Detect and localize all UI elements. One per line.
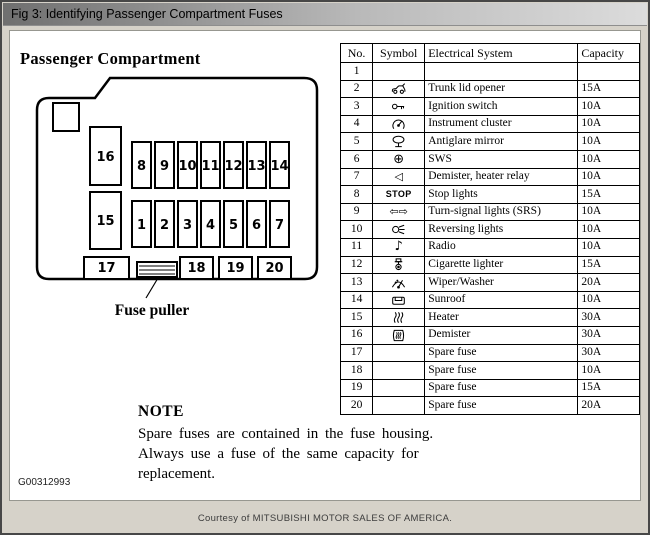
capacity: 15A (578, 256, 640, 274)
electrical-system: Sunroof (425, 291, 578, 309)
fuse-number: 10 (178, 159, 197, 174)
note-heading: NOTE (138, 403, 184, 420)
fuse-puller-label: Fuse puller (114, 302, 190, 319)
table-row (341, 309, 640, 327)
table-row (341, 168, 640, 186)
fuse-no: 1 (341, 63, 373, 81)
courtesy-line: Courtesy of MITSUBISHI MOTOR SALES OF AMERICA. (197, 513, 453, 524)
electrical-system: Stop lights (425, 186, 578, 204)
capacity: 15A (578, 80, 640, 98)
fuse-number: 14 (270, 159, 289, 174)
electrical-system: Radio (425, 238, 578, 256)
fuse-number: 20 (265, 261, 284, 276)
fuse-number: 5 (228, 218, 239, 233)
header-capacity: Capacity (578, 44, 640, 63)
table-row (341, 238, 640, 256)
fuse-number: 18 (187, 261, 206, 276)
table-row (341, 186, 640, 204)
capacity: 15A (578, 186, 640, 204)
fuse-number: 19 (226, 261, 245, 276)
fuse-number: 13 (247, 159, 266, 174)
fuse-number: 17 (97, 261, 116, 276)
table-row (341, 326, 640, 344)
fuse-no: 12 (341, 256, 373, 274)
fuse-no: 9 (341, 203, 373, 221)
sws-icon: ⊕ (393, 151, 405, 167)
table-row (341, 379, 640, 397)
note-block (138, 403, 500, 484)
fuse-number: 15 (96, 214, 115, 229)
table-row (341, 150, 640, 168)
fuse-no: 5 (341, 133, 373, 151)
electrical-system: Heater (425, 309, 578, 327)
fuse-number: 12 (224, 159, 243, 174)
turn-signal-icon: ⇦⇨ (389, 204, 408, 218)
fuse-no: 13 (341, 274, 373, 292)
header-system: Electrical System (425, 44, 578, 63)
capacity: 20A (578, 274, 640, 292)
ignition-key-icon (390, 99, 407, 114)
radio-icon: ♪ (394, 239, 403, 255)
fuse-no: 4 (341, 115, 373, 133)
electrical-system: Cigarette lighter (425, 256, 578, 274)
fuse-number: 2 (159, 218, 170, 233)
fuse-number: 7 (274, 218, 285, 233)
capacity: 30A (578, 344, 640, 362)
fuse-no: 16 (341, 326, 373, 344)
fuse-no: 3 (341, 98, 373, 116)
fuse-no: 7 (341, 168, 373, 186)
fuse-no: 2 (341, 80, 373, 98)
capacity: 10A (578, 291, 640, 309)
table-row (341, 63, 640, 81)
table-row (341, 221, 640, 239)
antiglare-mirror-icon (390, 134, 407, 149)
fuse-no: 14 (341, 291, 373, 309)
electrical-system: Spare fuse (425, 397, 578, 415)
fuse-no: 19 (341, 379, 373, 397)
electrical-system: Demister, heater relay (425, 168, 578, 186)
capacity: 10A (578, 133, 640, 151)
fuse-number: 3 (182, 218, 193, 233)
fuse-no: 11 (341, 238, 373, 256)
electrical-system: Demister (425, 326, 578, 344)
heater-icon (390, 310, 407, 325)
document-id: G00312993 (18, 477, 71, 488)
table-row (341, 115, 640, 133)
instrument-cluster-icon (390, 117, 407, 132)
fuse-number: 9 (159, 159, 170, 174)
electrical-system: Spare fuse (425, 379, 578, 397)
capacity: 20A (578, 397, 640, 415)
electrical-system: Instrument cluster (425, 115, 578, 133)
capacity: 10A (578, 168, 640, 186)
electrical-system: Spare fuse (425, 344, 578, 362)
table-row (341, 362, 640, 380)
capacity: 30A (578, 326, 640, 344)
electrical-system: Trunk lid opener (425, 80, 578, 98)
note-line: replacement. (138, 466, 216, 482)
stop-icon: STOP (385, 188, 412, 199)
electrical-system (425, 63, 578, 81)
table-row (341, 256, 640, 274)
content-panel (9, 30, 641, 501)
table-header-row (341, 44, 640, 63)
fuse-no: 20 (341, 397, 373, 415)
fuse-number: 11 (201, 159, 220, 174)
electrical-system: Reversing lights (425, 221, 578, 239)
fuse-no: 18 (341, 362, 373, 380)
capacity: 10A (578, 98, 640, 116)
electrical-system: SWS (425, 150, 578, 168)
sunroof-icon (390, 293, 407, 308)
fuse-no: 17 (341, 344, 373, 362)
car-trunk-icon (390, 81, 407, 96)
figure-title-bar (3, 3, 647, 26)
fuse-number: 6 (251, 218, 262, 233)
fuse-number: 4 (205, 218, 216, 233)
table-row (341, 344, 640, 362)
header-symbol: Symbol (373, 44, 425, 63)
fuse-no: 6 (341, 150, 373, 168)
fuse-no: 10 (341, 221, 373, 239)
capacity (578, 63, 640, 81)
fuse-no: 15 (341, 309, 373, 327)
table-row (341, 291, 640, 309)
table-row (341, 80, 640, 98)
note-line: Spare fuses are contained in the fuse housing. (138, 426, 434, 442)
table-row (341, 203, 640, 221)
capacity: 30A (578, 309, 640, 327)
demister-icon (390, 328, 407, 343)
table-row (341, 274, 640, 292)
diagram-title: Passenger Compartment (20, 49, 201, 68)
header-no: No. (341, 44, 373, 63)
capacity: 15A (578, 379, 640, 397)
electrical-system: Turn-signal lights (SRS) (425, 203, 578, 221)
reversing-lights-icon (390, 222, 407, 237)
capacity: 10A (578, 238, 640, 256)
figure-title: Fig 3: Identifying Passenger Compartment Fuses (11, 7, 283, 21)
demister-relay-icon: ◁ (394, 169, 403, 183)
note-line: Always use a fuse of the same capacity for (138, 446, 419, 462)
fuse-box-diagram (34, 75, 334, 327)
relay-slot (53, 103, 79, 131)
wiper-washer-icon (390, 275, 407, 290)
table-row (341, 98, 640, 116)
capacity: 10A (578, 115, 640, 133)
fuse-table (340, 43, 640, 415)
capacity: 10A (578, 221, 640, 239)
electrical-system: Spare fuse (425, 362, 578, 380)
electrical-system: Antiglare mirror (425, 133, 578, 151)
fuse-no: 8 (341, 186, 373, 204)
capacity: 10A (578, 150, 640, 168)
fuse-slots (84, 127, 291, 279)
capacity: 10A (578, 362, 640, 380)
electrical-system: Ignition switch (425, 98, 578, 116)
capacity: 10A (578, 203, 640, 221)
fuse-number: 16 (96, 150, 115, 165)
table-row (341, 133, 640, 151)
fuse-number: 8 (136, 159, 147, 174)
fuse-number: 1 (136, 218, 147, 233)
electrical-system: Wiper/Washer (425, 274, 578, 292)
cigarette-lighter-icon (390, 257, 407, 272)
fuse-puller-leader-line (146, 278, 158, 298)
